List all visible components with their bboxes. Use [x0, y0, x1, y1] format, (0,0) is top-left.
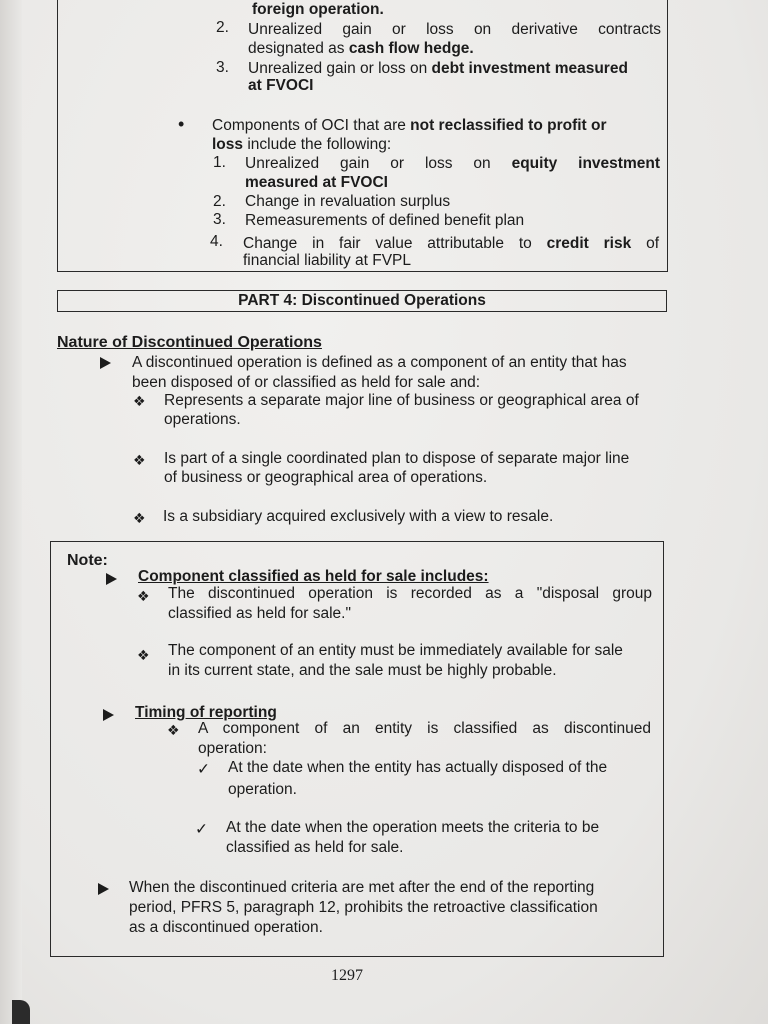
held-1-line2: classified as held for sale." — [168, 605, 351, 622]
oci-item-3-line2: at FVOCI — [248, 77, 314, 94]
sub-item-4-line1: Change in fair value attributable to credit risk of — [243, 235, 659, 252]
part-title: PART 4: Discontinued Operations — [238, 292, 486, 309]
diamond-bullet-icon: ❖ — [133, 452, 146, 468]
condition-1-line1: At the date when the entity has actually disposed of the — [228, 759, 608, 776]
arrow-bullet-icon — [103, 709, 114, 721]
not-reclassified-line1: Components of OCI that are not reclassified to profit or — [212, 117, 607, 134]
retroactive-line1: When the discontinued criteria are met after the end of the reporting — [129, 879, 595, 896]
bullet-icon: • — [178, 114, 185, 134]
continued-line: foreign operation. — [252, 1, 384, 18]
timing-1-line1: A component of an entity is classified as discontinued — [198, 720, 651, 737]
sub-item-1-line1: Unrealized gain or loss on equity investment — [245, 155, 660, 172]
page-shadow-edge — [0, 0, 22, 1024]
definition-line1: A discontinued operation is defined as a component of an entity that has — [132, 354, 627, 371]
definition-line2: been disposed of or classified as held for sale and: — [132, 374, 481, 391]
item-number: 2. — [216, 19, 229, 36]
held-2-line1: The component of an entity must be immediately available for sale — [168, 642, 623, 659]
not-reclassified-line2: loss include the following: — [212, 136, 392, 153]
sub-item-3: Remeasurements of defined benefit plan — [245, 212, 525, 229]
timing-1-line2: operation: — [198, 740, 267, 757]
held-2-line2: in its current state, and the sale must be highly probable. — [168, 662, 557, 679]
sub-item-4-line2: financial liability at FVPL — [243, 252, 411, 269]
item-number: 3. — [216, 59, 229, 76]
condition-2-line1: At the date when the operation meets the criteria to be — [226, 819, 600, 836]
held-for-sale-heading: Component classified as held for sale includes: — [138, 568, 489, 585]
binding-shadow — [12, 1000, 30, 1024]
criterion-3: Is a subsidiary acquired exclusively with a view to resale. — [163, 508, 554, 525]
part-title-box — [57, 290, 667, 312]
oci-item-2-line2: designated as cash flow hedge. — [248, 40, 474, 57]
note-label: Note: — [67, 552, 108, 569]
diamond-bullet-icon: ❖ — [137, 588, 150, 604]
diamond-bullet-icon: ❖ — [133, 393, 146, 409]
criterion-2-line2: of business or geographical area of operations. — [164, 469, 488, 486]
check-icon: ✓ — [195, 821, 208, 838]
page-number: 1297 — [331, 967, 363, 984]
arrow-bullet-icon — [98, 883, 109, 895]
diamond-bullet-icon: ❖ — [137, 647, 150, 663]
oci-item-3-line1: Unrealized gain or loss on debt investment measured — [248, 60, 628, 77]
item-number: 4. — [210, 233, 223, 250]
item-number: 2. — [213, 193, 226, 210]
sub-item-1-line2: measured at FVOCI — [245, 174, 388, 191]
criterion-1-line2: operations. — [164, 411, 241, 428]
criterion-2-line1: Is part of a single coordinated plan to dispose of separate major line — [164, 450, 630, 467]
section-heading: Nature of Discontinued Operations — [57, 334, 322, 351]
condition-1-line2: operation. — [228, 781, 297, 798]
arrow-bullet-icon — [106, 573, 117, 585]
item-number: 3. — [213, 211, 226, 228]
diamond-bullet-icon: ❖ — [133, 510, 146, 526]
arrow-bullet-icon — [100, 357, 111, 369]
check-icon: ✓ — [197, 761, 210, 778]
diamond-bullet-icon: ❖ — [167, 722, 180, 738]
oci-item-2-line1: Unrealized gain or loss on derivative contracts — [248, 21, 661, 38]
retroactive-line2: period, PFRS 5, paragraph 12, prohibits the retroactive classification — [129, 899, 598, 916]
criterion-1-line1: Represents a separate major line of business or geographical area of — [164, 392, 639, 409]
sub-item-2: Change in revaluation surplus — [245, 193, 451, 210]
retroactive-line3: as a discontinued operation. — [129, 919, 323, 936]
timing-heading: Timing of reporting — [135, 704, 277, 721]
item-number: 1. — [213, 154, 226, 171]
condition-2-line2: classified as held for sale. — [226, 839, 404, 856]
held-1-line1: The discontinued operation is recorded as a "disposal group — [168, 585, 652, 602]
